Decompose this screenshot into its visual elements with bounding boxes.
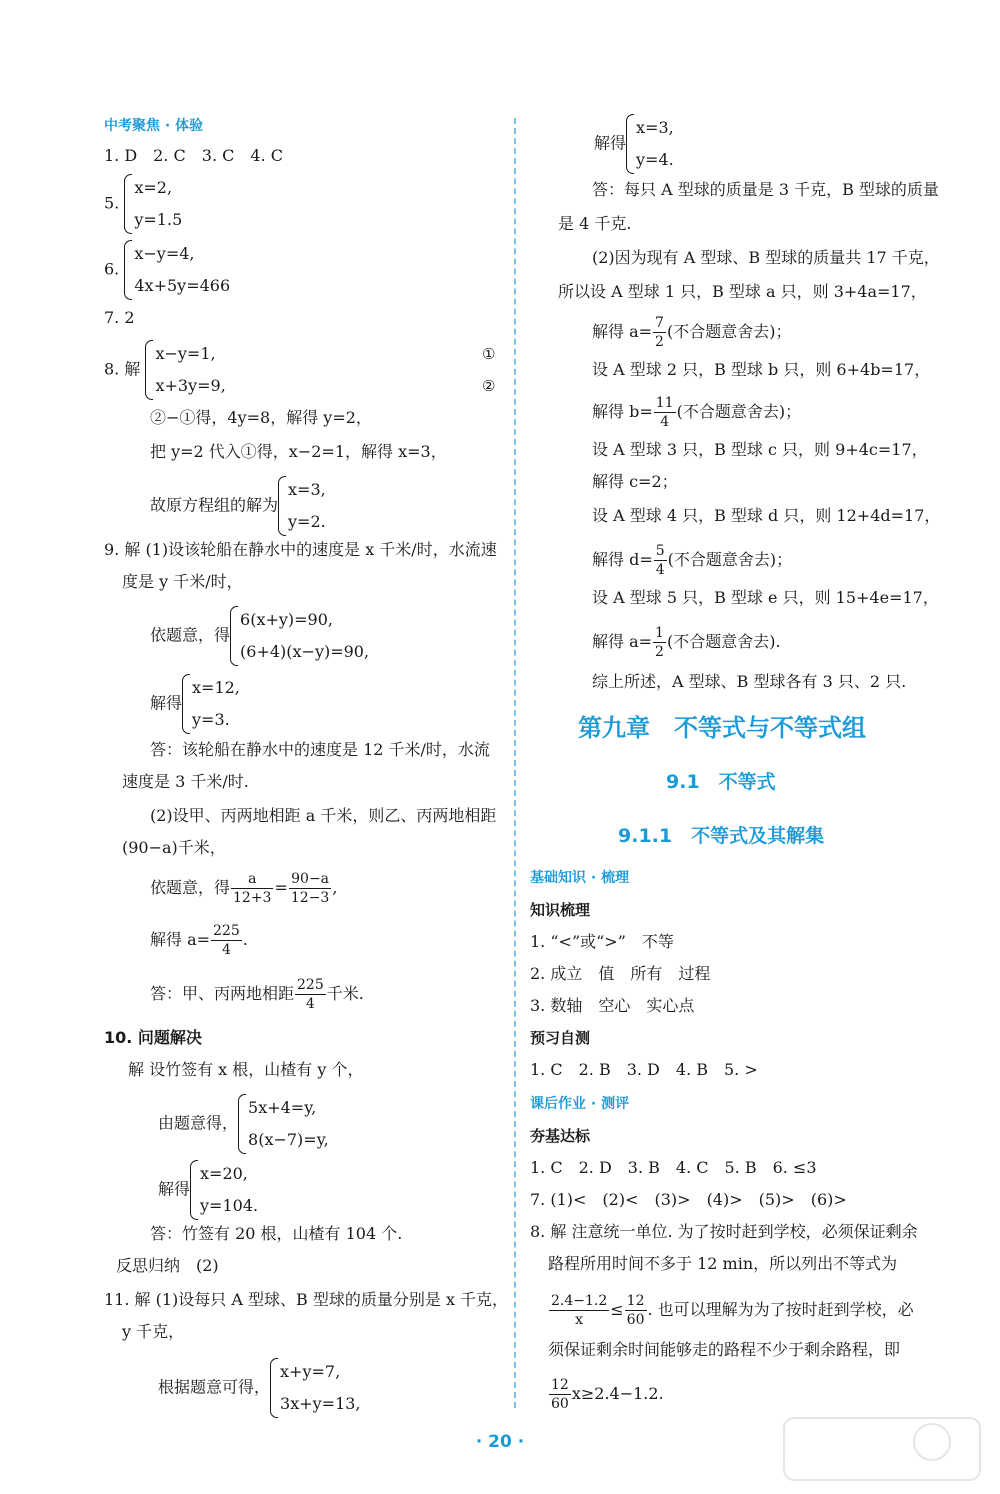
q8: 8. 解 x−y=1, x+3y=9, [104,338,226,402]
equation-brace: x+y=7, 3x+y=13, [270,1356,361,1420]
answer-line: 1. “<”或“>” 不等 [530,932,674,951]
fraction: $\frac{225}{4}$ [297,977,324,1012]
reflection: 反思归纳 (2) [116,1256,219,1275]
q10-setup: 解 设竹签有 x 根，山楂有 y 个， [128,1060,364,1079]
r-text: 所以设 A 型球 1 只，B 型球 a 只，则 3+4a=17， [558,282,927,301]
equation-brace: x−y=4, 4x+5y=466 [124,238,230,302]
q9-cont: 度是 y 千米/时， [122,572,243,591]
equation-brace: x=2, y=1.5 [124,172,182,236]
q11: 11. 解 (1)设每只 A 型球、B 型球的质量分别是 x 千克， [104,1290,509,1309]
sub-heading: 夯基达标 [530,1127,591,1145]
column-divider [514,118,516,1408]
q10-answer: 答：竹签有 20 根，山楂有 104 个. [150,1224,403,1243]
r-text: 设 A 型球 5 只，B 型球 e 只，则 15+4e=17， [592,588,939,607]
q8-right: 路程所用时间不多于 12 min，所以列出不等式为 [548,1254,898,1273]
q8-right: 须保证剩余时间能够走的路程不少于剩余路程，即 [548,1340,901,1359]
r-solve: 解得 d= $\frac{5}{4}$ (不合题意舍去)； [592,543,793,578]
page-number: · 20 · [475,1432,525,1452]
r-text: (2)因为现有 A 型球、B 型球的质量共 17 千克， [592,248,940,267]
q8-result: 故原方程组的解为 x=3, y=2. [150,474,326,538]
q8-step: 把 y=2 代入①得，x−2=1，解得 x=3， [150,442,447,461]
q9-part2: (90−a)千米， [122,838,226,857]
q6: 6. x−y=4, 4x+5y=466 [104,238,230,302]
r-solve: 解得 a= $\frac{1}{2}$ (不合题意舍去). [592,625,781,660]
equation-brace: x−y=1, x+3y=9, [145,338,225,402]
section-heading: 课后作业 · 测评 [530,1096,630,1112]
fraction: $\frac{2.4-1.2}{x}$ [551,1293,608,1328]
sub-heading: 预习自测 [530,1029,591,1047]
q9-answer: 答：该轮船在静水中的速度是 12 千米/时，水流 [150,740,490,759]
answer-line: 2. 成立 值 所有 过程 [530,964,711,983]
chapter-title: 第九章 不等式与不等式组 [578,714,866,742]
equation-brace: 6(x+y)=90, (6+4)(x−y)=90, [230,604,369,668]
q8-step: ②−①得，4y=8，解得 y=2， [150,408,372,427]
q9: 9. 解 (1)设该轮船在静水中的速度是 x 千米/时，水流速 [104,540,497,559]
r-solve: 解得 a= $\frac{7}{2}$ (不合题意舍去)； [592,315,792,350]
q9-solve: 解得 a= $\frac{225}{4}$ . [150,923,248,958]
answer-line: 1. D 2. C 3. C 4. C [104,146,283,165]
q7: 7. 2 [104,308,135,327]
q5: 5. x=2, y=1.5 [104,172,182,236]
fraction: $\frac{90-a}{12-3}$ [290,871,330,906]
sub-heading: 知识梳理 [530,901,591,919]
equation-brace: x=12, y=3. [182,672,240,736]
q9-final: 答：甲、丙两地相距 $\frac{225}{4}$ 千米. [150,977,364,1012]
fraction: $\frac{225}{4}$ [213,923,240,958]
answer-line: 7. (1)< (2)< (3)> (4)> (5)> (6)> [530,1190,847,1209]
fraction: $\frac{1}{2}$ [655,625,664,660]
r-text: 设 A 型球 4 只，B 型球 d 只，则 12+4d=17， [592,506,941,525]
r-solve: 解得 b= $\frac{11}{4}$ (不合题意舍去)； [592,395,802,430]
answer-line: 3. 数轴 空心 实心点 [530,996,695,1015]
r-text: 是 4 千克. [558,214,632,233]
fraction: $\frac{12}{60}$ [551,1377,569,1412]
fraction: $\frac{12}{60}$ [626,1293,645,1328]
section-heading: 基础知识 · 梳理 [530,870,630,886]
section-title: 9.1 不等式 [666,771,776,793]
q10-heading: 10. 问题解决 [104,1028,202,1047]
r-text: 设 A 型球 3 只，B 型球 c 只，则 9+4c=17， [592,440,928,459]
equation-brace: x=20, y=104. [190,1158,258,1222]
q10-system: 由题意得， 5x+4=y, 8(x−7)=y, [158,1092,329,1156]
fraction: $\frac{5}{4}$ [655,543,665,578]
r-text: 设 A 型球 2 只，B 型球 b 只，则 6+4b=17， [592,360,931,379]
q11-system: 根据题意可得， x+y=7, 3x+y=13, [158,1356,361,1420]
q9-system: 依题意，得 6(x+y)=90, (6+4)(x−y)=90, [150,604,369,668]
watermark-logo [782,1414,982,1484]
r-solution: 解得 x=3, y=4. [594,112,674,176]
subsection-title: 9.1.1 不等式及其解集 [618,825,825,847]
q9-equation: 依题意，得 $\frac{a}{12+3}$ = $\frac{90-a}{12-3}$ , [150,871,338,906]
q9-part2: (2)设甲、丙两地相距 a 千米，则乙、丙两地相距 [150,806,497,825]
fraction: $\frac{11}{4}$ [655,395,674,430]
equation-brace: 5x+4=y, 8(x−7)=y, [238,1092,329,1156]
circled-2: ② [482,377,496,395]
inequality-line: $\frac{2.4-1.2}{x}$ ≤ $\frac{12}{60}$ . 也可以理解为为了按时赶到学校，必 [551,1293,914,1328]
fraction: $\frac{a}{12+3}$ [233,871,272,906]
inequality-line: $\frac{12}{60}$ x≥2.4−1.2. [551,1377,664,1412]
answer-line: 1. C 2. D 3. B 4. C 5. B 6. ≤3 [530,1158,817,1177]
r-text: 答：每只 A 型球的质量是 3 千克，B 型球的质量 [592,180,939,199]
q10-solution: 解得 x=20, y=104. [158,1158,258,1222]
q9-answer: 速度是 3 千米/时. [122,772,249,791]
r-text: 解得 c=2； [592,472,678,491]
answer-line: 1. C 2. B 3. D 4. B 5. > [530,1060,758,1079]
circled-1: ① [482,345,496,363]
equation-brace: x=3, y=2. [278,474,326,538]
q8-right: 8. 解 注意统一单位. 为了按时赶到学校，必须保证剩余 [530,1222,918,1241]
section-heading: 中考聚焦 · 体验 [104,118,204,134]
q9-solution: 解得 x=12, y=3. [150,672,240,736]
fraction: $\frac{7}{2}$ [655,315,664,350]
r-summary: 综上所述，A 型球、B 型球各有 3 只、2 只. [592,672,907,691]
equation-brace: x=3, y=4. [626,112,674,176]
q11-cont: y 千克， [122,1322,185,1341]
